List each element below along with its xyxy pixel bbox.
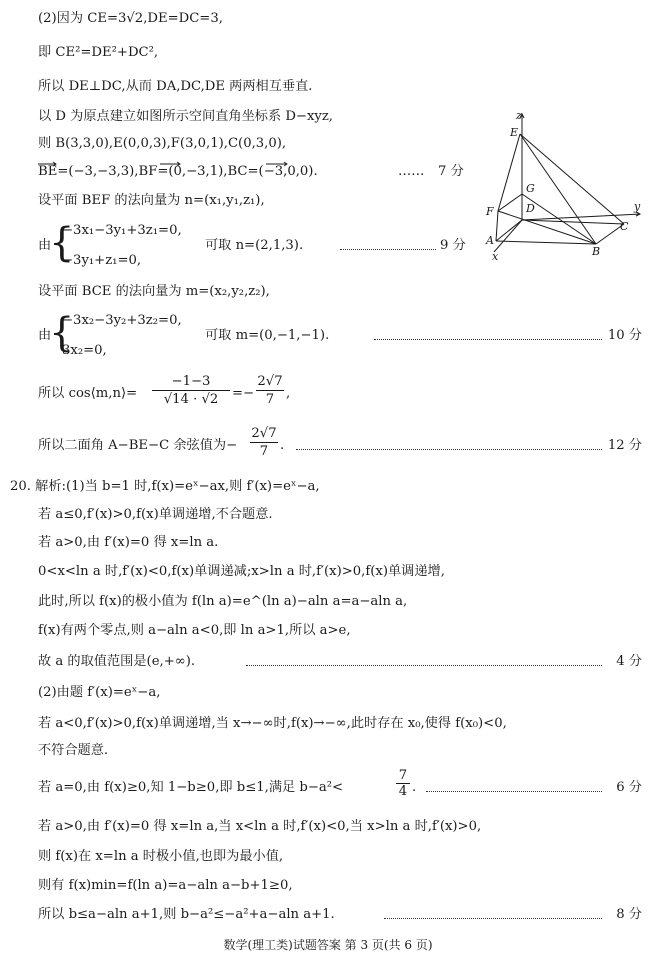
vector-arrows — [36, 160, 336, 168]
answer-line: 所以二面角 A−BE−C 余弦值为− — [38, 438, 238, 453]
fraction — [250, 426, 278, 461]
score-leader: …… — [398, 164, 425, 179]
text-fragment: =− — [232, 386, 255, 401]
denominator: 7 — [250, 442, 278, 461]
score-12: 12 分 — [607, 438, 642, 453]
left-brace: { — [49, 310, 75, 356]
score-leader — [296, 449, 602, 450]
label-G: G — [526, 182, 535, 195]
denominator: √14 · √2 — [152, 390, 230, 409]
system-prefix: 由 — [38, 238, 52, 253]
label-E: E — [510, 126, 519, 139]
text-line: (2)由题 f′(x)=eˣ−a, — [38, 685, 161, 700]
text-line: 若 a≤0,f′(x)>0,f(x)单调递增,不合题意. — [38, 507, 273, 522]
numerator: 2√7 — [251, 426, 277, 441]
text-line: 若 a>0,由 f′(x)=0 得 x=ln a. — [38, 535, 219, 550]
text-line: 故 a 的取值范围是(e,+∞). — [38, 654, 196, 669]
text-line: 则 f(x)在 x=ln a 时极小值,也即为最小值, — [38, 849, 284, 864]
text-line: 若 a=0,由 f(x)≥0,知 1−b≥0,即 b≤1,满足 b−a²< — [38, 780, 344, 795]
denominator: 7 — [256, 390, 284, 409]
equation: −3y₁+z₁=0, — [62, 253, 142, 268]
text-line: 不符合题意. — [38, 743, 109, 758]
numerator: −1−3 — [171, 374, 211, 389]
text-line: (2)因为 CE=3√2,DE=DC=3, — [38, 11, 223, 26]
label-x: x — [492, 250, 499, 263]
text-fragment: , — [286, 386, 291, 401]
score-leader — [384, 918, 602, 919]
text-line: 以 D 为原点建立如图所示空间直角坐标系 D−xyz, — [38, 109, 333, 124]
label-C: C — [620, 220, 629, 233]
numerator: 7 — [398, 768, 408, 783]
score-4: 4 分 — [616, 654, 642, 669]
page-footer: 数学(理工类)试题答案 第 3 页(共 6 页) — [223, 938, 433, 952]
system-prefix: 由 — [38, 328, 52, 343]
score-leader — [374, 339, 602, 340]
text-line: 即 CE²=DE²+DC², — [38, 45, 159, 60]
equation: −3x₁−3y₁+3z₁=0, — [62, 223, 182, 238]
x-axis — [494, 220, 522, 252]
score-10: 10 分 — [607, 328, 642, 343]
text-line: 设平面 BEF 的法向量为 n=(x₁,y₁,z₁), — [38, 193, 265, 208]
label-D: D — [526, 202, 535, 215]
fraction — [256, 374, 284, 409]
text-line: f(x)有两个零点,则 a−aln a<0,即 ln a>1,所以 a>e, — [38, 623, 351, 638]
denominator: 4 — [396, 783, 410, 800]
normal-vector-n: 可取 n=(2,1,3). — [205, 238, 304, 253]
fraction — [152, 374, 230, 409]
text-line: 则 B(3,3,0),E(0,0,3),F(3,0,1),C(0,3,0), — [38, 136, 287, 151]
text-fragment: . — [280, 438, 285, 453]
score-6: 6 分 — [616, 780, 642, 795]
numerator: 2√7 — [257, 374, 283, 389]
score-leader — [340, 249, 436, 250]
text-line: 0<x<ln a 时,f′(x)<0,f(x)单调递减;x>ln a 时,f′(x)>0,f(x)单调递增, — [38, 564, 445, 579]
question-20-heading: 20. 解析:(1)当 b=1 时,f(x)=eˣ−ax,则 f′(x)=eˣ−a, — [10, 479, 320, 494]
left-brace: { — [49, 220, 75, 266]
fraction — [396, 768, 410, 800]
pyramid-figure — [480, 108, 648, 266]
text-line: 则有 f(x)min=f(ln a)=a−aln a−b+1≥0, — [38, 878, 293, 893]
score-9: 9 分 — [440, 238, 466, 253]
equation: 3x₂=0, — [62, 343, 107, 358]
label-z: z — [516, 109, 522, 122]
score-leader — [426, 791, 602, 792]
text-line: 所以 b≤a−aln a+1,则 b−a²≤−a²+a−aln a+1. — [38, 907, 335, 922]
vector-line: BE=(−3,−3,3),BF=(0,−3,1),BC=(−3,0,0). — [38, 164, 318, 179]
text-line: 设平面 BCE 的法向量为 m=(x₂,y₂,z₂), — [38, 284, 270, 299]
score-leader — [246, 665, 602, 666]
text-line: 此时,所以 f(x)的极小值为 f(ln a)=e^(ln a)−aln a=a−aln a, — [38, 594, 408, 609]
score-7: 7 分 — [438, 164, 464, 179]
label-F: F — [486, 205, 494, 218]
normal-vector-m: 可取 m=(0,−1,−1). — [205, 328, 330, 343]
cos-label: 所以 cos⟨m,n⟩= — [38, 386, 138, 401]
label-A: A — [486, 234, 494, 247]
text-line: 若 a<0,f′(x)>0,f(x)单调递增,当 x→−∞时,f(x)→−∞,此时存在 x₀,使得 f(x₀)<0, — [38, 716, 507, 731]
label-B: B — [592, 245, 601, 258]
score-8: 8 分 — [616, 907, 642, 922]
equation: −3x₂−3y₂+3z₂=0, — [62, 313, 182, 328]
label-y: y — [634, 200, 641, 213]
text-fragment: . — [412, 780, 417, 795]
text-line: 所以 DE⊥DC,从而 DA,DC,DE 两两相互垂直. — [38, 79, 313, 94]
text-line: 若 a>0,由 f′(x)=0 得 x=ln a,当 x<ln a 时,f′(x)<0,当 x>ln a 时,f′(x)>0, — [38, 819, 482, 834]
